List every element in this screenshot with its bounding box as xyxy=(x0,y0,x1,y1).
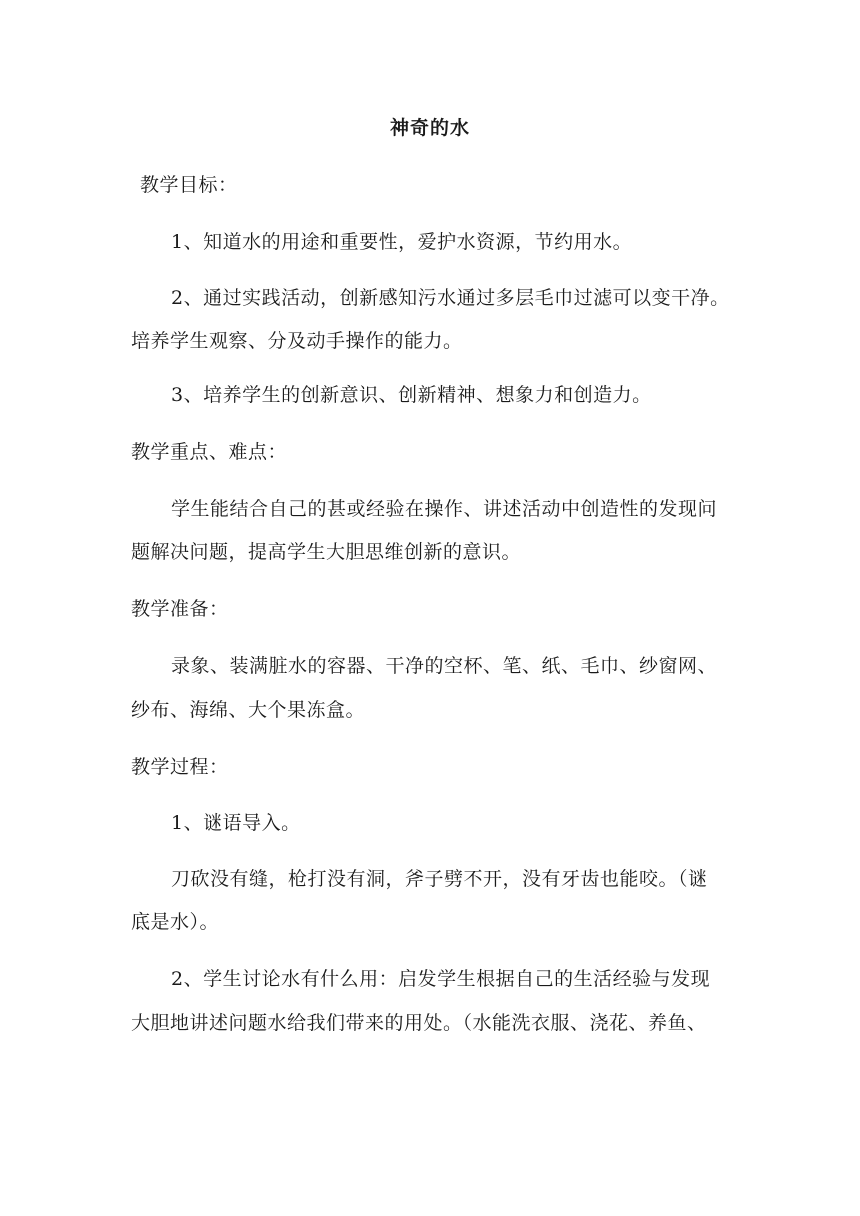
goals-heading: 教学目标： xyxy=(140,174,238,196)
document-title: 神奇的水 xyxy=(389,117,470,139)
key-points-heading: 教学重点、难点： xyxy=(131,441,288,463)
riddle-line-2: 底是水）。 xyxy=(131,911,220,933)
goal-3: 3、培养学生的创新意识、创新精神、想象力和创造力。 xyxy=(171,384,652,406)
goal-1: 1、知道水的用途和重要性，爱护水资源，节约用水。 xyxy=(171,231,633,253)
step-1: 1、谜语导入。 xyxy=(171,812,301,834)
prep-heading: 教学准备： xyxy=(131,598,229,620)
goal-2-line-1: 2、通过实践活动，创新感知污水通过多层毛巾过滤可以变干净。 xyxy=(171,287,730,309)
process-heading: 教学过程： xyxy=(131,756,229,778)
step-2-line-2: 大胆地讲述问题水给我们带来的用处。（水能洗衣服、浇花、养鱼、 xyxy=(131,1012,707,1034)
riddle-line-1: 刀砍没有缝，枪打没有洞，斧子劈不开，没有牙齿也能咬。（谜 xyxy=(171,868,708,890)
prep-line-2: 纱布、海绵、大个果冻盒。 xyxy=(131,699,366,721)
goal-2-line-2: 培养学生观察、分及动手操作的能力。 xyxy=(131,330,463,352)
key-points-line-2: 题解决问题，提高学生大胆思维创新的意识。 xyxy=(131,541,522,563)
step-2-line-1: 2、学生讨论水有什么用：启发学生根据自己的生活经验与发现 xyxy=(171,968,711,990)
key-points-line-1: 学生能结合自己的甚或经验在操作、讲述活动中创造性的发现问 xyxy=(171,498,718,520)
prep-line-1: 录象、装满脏水的容器、干净的空杯、笔、纸、毛巾、纱窗网、 xyxy=(171,655,718,677)
